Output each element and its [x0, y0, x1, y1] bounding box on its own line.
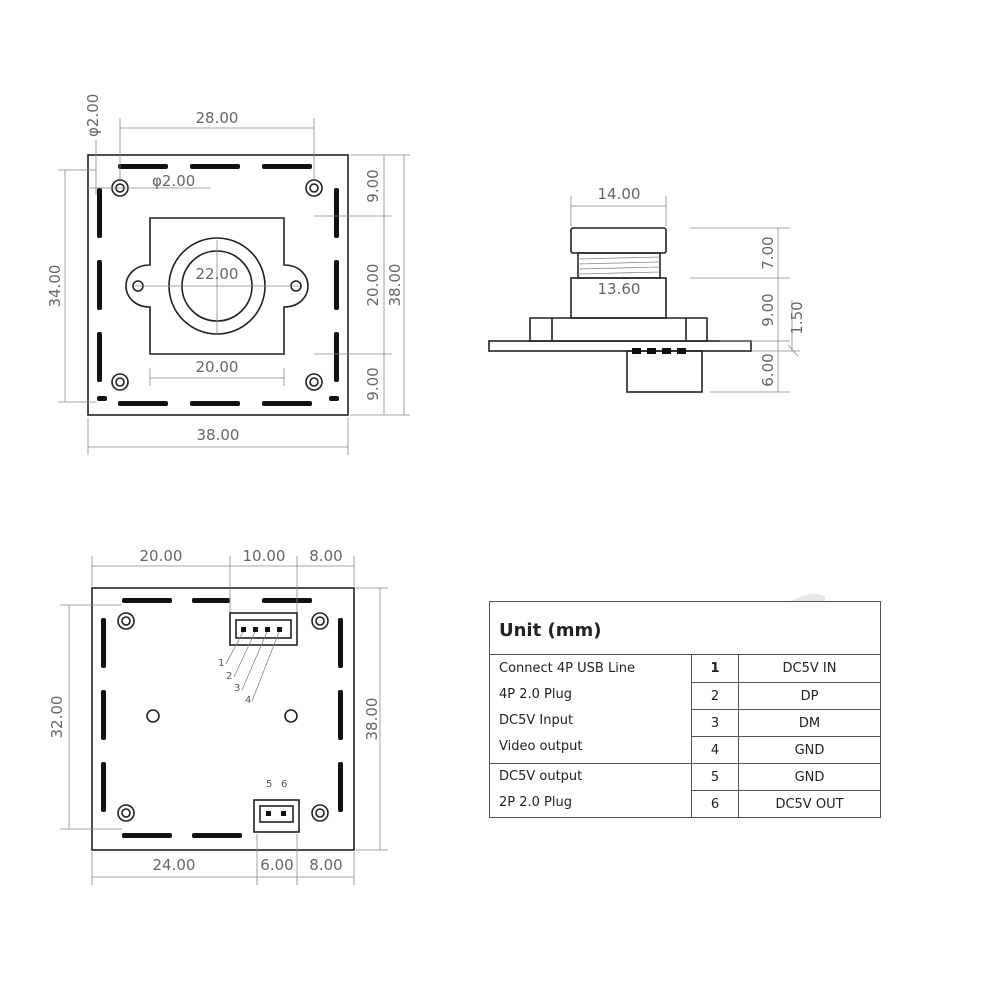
dim-right-bottom: 9.00: [364, 367, 382, 401]
pin-function: DC5V IN: [782, 661, 837, 676]
dim-lens-height: 7.00: [759, 236, 777, 270]
dim-back-top-right: 8.00: [309, 547, 343, 565]
dim-back-bottom-right: 8.00: [309, 856, 343, 874]
pin-number: 3: [691, 710, 739, 737]
table-title: Unit (mm): [490, 602, 880, 655]
lens-holder: [126, 218, 308, 354]
pin-label-1: 1: [218, 658, 225, 669]
pin-label-3: 3: [234, 683, 241, 694]
desc-separator: [490, 763, 691, 764]
table-row: [691, 709, 880, 737]
pin-label-5: 5: [266, 779, 273, 790]
pin-label-4: 4: [245, 695, 252, 706]
dim-right-top: 9.00: [364, 169, 382, 203]
pin-function: DM: [798, 716, 821, 731]
table-row: [691, 736, 880, 764]
lens-barrel: [571, 228, 666, 253]
desc-6: 2P 2.0 Plug: [499, 795, 572, 810]
dim-mount-spacing: 20.00: [195, 358, 239, 376]
pin-number: 4: [691, 737, 739, 764]
desc-5: DC5V output: [499, 769, 583, 784]
pin-function: GND: [794, 743, 825, 758]
dim-back-bottom-mid: 6.00: [260, 856, 294, 874]
back-view: [48, 547, 388, 885]
connector-side: [627, 351, 702, 392]
desc-2: 4P 2.0 Plug: [499, 687, 572, 702]
desc-3: DC5V Input: [499, 713, 574, 728]
table-row: [691, 763, 880, 791]
dim-back-bottom-left: 24.00: [152, 856, 196, 874]
dim-back-top-mid: 10.00: [242, 547, 286, 565]
table-row: [691, 790, 880, 818]
dim-back-top-left: 20.00: [139, 547, 183, 565]
pcb-side: [489, 341, 751, 351]
back-slots: [101, 598, 343, 838]
pin-label-2: 2: [226, 671, 233, 682]
dim-hole-spacing-top: 28.00: [195, 109, 239, 127]
dim-hole-dia-inner: φ2.00: [152, 172, 196, 190]
pin-number: 1: [691, 655, 739, 682]
connector-2p: [254, 779, 299, 832]
lens-thread: [578, 253, 660, 278]
desc-4: Video output: [499, 739, 583, 754]
dim-right-mid: 20.00: [364, 263, 382, 307]
front-view: [46, 94, 410, 455]
pin-function: DP: [800, 689, 819, 704]
dim-hole-dia-vertical: φ2.00: [84, 93, 102, 137]
pin-number: 6: [691, 791, 739, 818]
dim-pcb-thickness: 1.50: [788, 301, 806, 335]
pin-function: DC5V OUT: [775, 797, 844, 812]
connector-4p: [218, 613, 297, 706]
pin-number: 5: [691, 764, 739, 791]
dim-height-right: 38.00: [386, 263, 404, 307]
dim-width-bottom: 38.00: [196, 426, 240, 444]
table-row: [691, 655, 880, 682]
pin-spec-table: [489, 601, 881, 818]
pin-label-6: 6: [281, 779, 288, 790]
dim-back-height-left: 32.00: [48, 695, 66, 739]
holder-base: [530, 318, 707, 341]
dim-holder-width: 13.60: [597, 280, 641, 298]
dim-lens-width: 14.00: [597, 185, 641, 203]
pin-number: 2: [691, 683, 739, 710]
pin-function: GND: [794, 770, 825, 785]
dim-holder-height: 9.00: [759, 293, 777, 327]
table-row: [691, 682, 880, 710]
dim-height-left: 34.00: [46, 264, 64, 308]
dim-connector-depth: 6.00: [759, 353, 777, 387]
side-dimensions: [571, 185, 806, 392]
table-body: [490, 655, 880, 817]
side-view: [489, 185, 806, 392]
dim-lens-dia: 22.00: [195, 265, 239, 283]
dim-back-height-right: 38.00: [363, 697, 381, 741]
desc-1: Connect 4P USB Line: [499, 661, 636, 676]
